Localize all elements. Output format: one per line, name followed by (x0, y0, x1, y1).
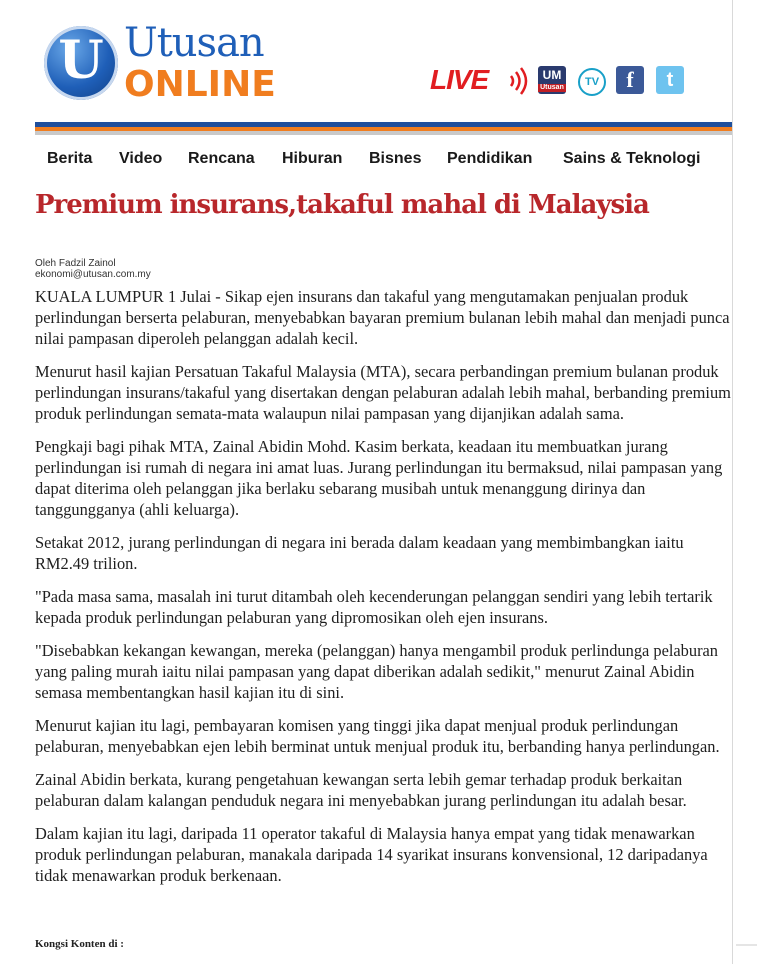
article-paragraph: Menurut kajian itu lagi, pembayaran komisen yang tinggi jika dapat menjual produk perlindungan pelaburan, menyebabkan ejen lebih berminat untuk menjual produk itu, berbanding hanya perlindungan. (35, 716, 720, 756)
logo-name-bottom: ONLINE (124, 64, 276, 105)
nav-item-video[interactable]: Video (119, 150, 163, 167)
nav-item-berita[interactable]: Berita (47, 150, 93, 167)
corner-divider (736, 944, 757, 946)
article-paragraph: Dalam kajian itu lagi, daripada 11 operator takaful di Malaysia hanya empat yang tidak menawarkan produk perlindungan pelaburan, manakala daripada 14 syarikat insurans konvensional, 12 daripadanya tidak menawarkan produk berkenaan. (35, 824, 708, 885)
article-paragraph: "Pada masa sama, masalah ini turut ditambah oleh kecenderungan pelanggan sendiri yang lebih tertarik kepada produk perlindungan pelaburan yang dipromosikan oleh ejen insurans. (35, 587, 713, 627)
byline-email[interactable]: ekonomi@utusan.com.my (35, 269, 151, 280)
byline-author: Oleh Fadzil Zainol (35, 258, 116, 269)
article-paragraph: KUALA LUMPUR 1 Julai - Sikap ejen insurans dan takaful yang mengutamakan penjualan produk perlindungan berserta pelaburan, menyebabkan bayaran premium bulanan lebih mahal dan menjadi punca nilai pampasan diperoleh pelanggan adalah kecil. (35, 287, 730, 348)
share-label: Kongsi Konten di : (35, 938, 124, 950)
bar-grey (35, 131, 732, 135)
facebook-icon[interactable]: f (616, 66, 644, 94)
twitter-icon[interactable]: t (656, 66, 684, 94)
logo-letter: U (58, 30, 104, 91)
nav-item-hiburan[interactable]: Hiburan (282, 150, 343, 167)
nav-item-bisnes[interactable]: Bisnes (369, 150, 422, 167)
nav-item-sains-teknologi[interactable]: Sains & Teknologi (563, 150, 701, 167)
article-paragraph: Menurut hasil kajian Persatuan Takaful Malaysia (MTA), secara perbandingan premium bulanan produk perlindungan insurans/takaful yang disertakan dengan pelaburan adalah lebih mahal, berbanding premium produk perlindungan semata-mata walaupun nilai pampasan yang dijanjikan adalah sama. (35, 362, 731, 423)
article-paragraph: Setakat 2012, jurang perlindungan di negara ini berada dalam keadaan yang membimbangkan iaitu RM2.49 trilion. (35, 533, 684, 573)
um-label: UM (542, 68, 562, 82)
article-title: Premium insurans,takaful mahal di Malaysia (35, 190, 649, 220)
um-sub-label: Utusan (538, 84, 566, 92)
header-color-bar (35, 122, 732, 135)
utusan-malaysia-icon[interactable] (538, 66, 566, 94)
article-paragraph: Pengkaji bagi pihak MTA, Zainal Abidin Mohd. Kasim berkata, keadaan itu membuatkan jurang perlindungan isi rumah di negara ini amat luas. Jurang perlindungan itu bermaksud, nilai pampasan yang dapat diterima oleh pelanggan jika berlaku sebarang musibah untuk menanggung dirinya dan tanggungganya (ahli keluarga). (35, 437, 723, 519)
byline (35, 258, 151, 280)
site-logo[interactable] (44, 20, 294, 106)
tv-icon[interactable]: TV (578, 68, 606, 96)
live-broadcast-icon (508, 66, 530, 96)
article-paragraph: "Disebabkan kekangan kewangan, mereka (pelanggan) hanya mengambil produk perlindunga pelaburan yang paling murah iaitu nilai pampasan yang dapat diberikan adalah sedikit," menurut Zainal Abidin semasa membentangkan hasil kajian itu di sini. (35, 641, 719, 702)
nav-item-rencana[interactable]: Rencana (188, 150, 255, 167)
article-body (35, 286, 735, 898)
logo-name-top: Utusan (124, 20, 264, 66)
live-link[interactable]: LIVE (430, 64, 489, 95)
article-paragraph: Zainal Abidin berkata, kurang pengetahuan kewangan serta lebih gemar terhadap produk berkaitan pelaburan dalam kalangan penduduk negara ini menyebabkan jurang perlindungan itu adalah besar. (35, 770, 687, 810)
nav-item-pendidikan[interactable]: Pendidikan (447, 150, 533, 167)
